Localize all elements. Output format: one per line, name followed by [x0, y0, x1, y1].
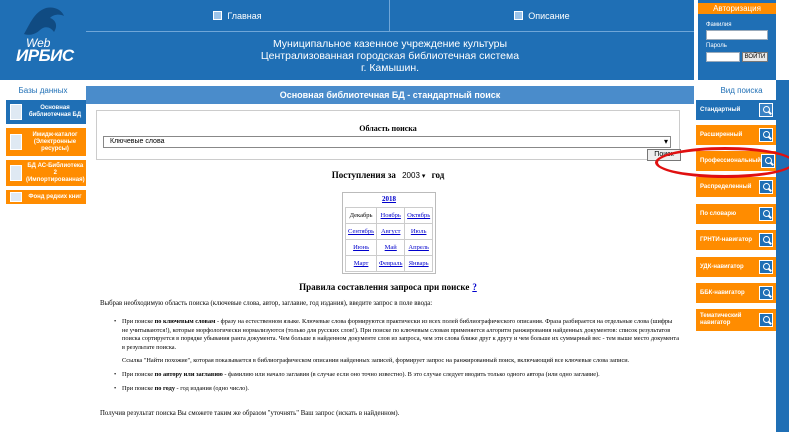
search-mode-grnti[interactable]	[696, 230, 776, 250]
rule-bold: по году	[154, 384, 175, 392]
org-line: Муниципальное казенное учреждение культуры	[272, 38, 508, 50]
arrivals-calendar	[342, 192, 436, 274]
search-mode-label: Распределенный	[700, 183, 752, 190]
month-link[interactable]: Март	[346, 256, 377, 272]
search-area-title: Область поиска	[359, 124, 417, 133]
sidebar-item-rare-books[interactable]	[6, 190, 86, 204]
rule-text: При поиске	[122, 384, 155, 392]
month-link[interactable]: Октябрь	[405, 208, 433, 224]
databases-title: Базы данных	[18, 86, 68, 95]
magnifier-icon	[759, 260, 773, 274]
highlight-circle	[655, 147, 789, 178]
magnifier-icon	[759, 313, 773, 327]
org-line: г. Камышин.	[360, 62, 420, 74]
password-label: Пароль	[706, 43, 727, 49]
magnifier-icon	[759, 286, 773, 300]
months-table	[345, 207, 433, 272]
month-link[interactable]: Июль	[405, 224, 433, 240]
search-mode-standard[interactable]	[696, 100, 776, 120]
rules-title: Правила составления запроса при поиске	[299, 282, 470, 292]
magnifier-icon	[759, 180, 773, 194]
login-button[interactable]: ВОЙТИ	[742, 52, 768, 62]
sidebar-item-image-catalog[interactable]	[6, 128, 86, 156]
sidebar-item-as-library[interactable]	[6, 160, 86, 186]
logo-irbis-text: ИРБИС	[16, 46, 74, 65]
main-content	[96, 110, 684, 432]
search-mode-bbk[interactable]	[696, 283, 776, 303]
rule-text: При поиске	[122, 318, 155, 325]
auth-title: Авторизация	[698, 3, 776, 14]
database-icon	[10, 134, 22, 150]
rules-intro: Выбрав необходимую область поиска (ключевые слова, автор, заглавие, год издания), введите запрос в поле ввода:	[100, 300, 433, 307]
search-mode-label: Тематический навигатор	[700, 313, 742, 326]
auth-panel	[698, 0, 776, 80]
rule-bold: по ключевым словам	[154, 318, 216, 325]
home-icon	[213, 11, 222, 20]
magnifier-icon	[759, 233, 773, 247]
calendar-year-link[interactable]: 2018	[382, 195, 396, 203]
result-note: Получив результат поиска Вы сможете таким же образом "уточнять" Ваш запрос (искать в найденном).	[100, 410, 400, 417]
page-title: Основная библиотечная БД - стандартный поиск	[86, 86, 694, 104]
search-mode-label: Расширенный	[700, 131, 743, 138]
search-mode-thematic[interactable]	[696, 309, 776, 331]
search-area-box	[96, 110, 680, 160]
databases-sidebar	[0, 80, 86, 432]
leopard-logo-icon	[20, 4, 68, 38]
magnifier-icon	[759, 103, 773, 117]
description-icon	[514, 11, 523, 20]
month-cell: Декабрь	[346, 208, 377, 224]
search-mode-label: УДК-навигатор	[700, 263, 744, 270]
search-mode-label: Стандартный	[700, 106, 741, 113]
month-link[interactable]: Февраль	[377, 256, 405, 272]
magnifier-icon	[759, 128, 773, 142]
month-link[interactable]: Август	[377, 224, 405, 240]
surname-label: Фамилия	[706, 22, 732, 28]
rule-item	[116, 318, 680, 352]
rule-text: - год издания (одно число).	[174, 384, 249, 392]
organization-name	[86, 38, 694, 74]
search-area-select[interactable]: Ключевые слова ▾	[103, 136, 671, 148]
nav-home-label: Главная	[227, 10, 262, 21]
rules-help-link[interactable]: ?	[472, 282, 477, 292]
database-icon	[10, 104, 22, 120]
rule-text: При поиске	[122, 370, 155, 378]
search-mode-distributed[interactable]	[696, 177, 776, 197]
nav-home-link[interactable]	[86, 0, 390, 32]
nav-description-label: Описание	[528, 10, 570, 21]
database-icon	[10, 165, 22, 181]
search-mode-label: Профессиональный	[700, 157, 761, 164]
month-link[interactable]: Январь	[405, 256, 433, 272]
search-button[interactable]: Поиск	[647, 149, 681, 161]
arrivals-suffix: год	[431, 170, 445, 180]
password-input[interactable]	[706, 52, 740, 62]
search-mode-label: ББК-навигатор	[700, 289, 745, 296]
sidebar-item-main-db[interactable]	[6, 100, 86, 124]
rules-heading	[96, 282, 680, 292]
magnifier-icon	[759, 207, 773, 221]
month-link[interactable]: Ноябрь	[377, 208, 405, 224]
month-link[interactable]: Апрель	[405, 240, 433, 256]
rule-text: - фразу на естественном языке. Ключевые слова формируются практически из всех полей библиографического описания. Фраза разбирается на отдельные слова (шифры не учитываются!), которые морфологически нормализуются (только для русских слов!). При поиске по ключевым словам применяется алгоритм ранжирования найденных документов: список результатов поиска сортируется в порядке убывания ранга документа. Чем больше в найденном документе слов из запроса, чем эти слова ближе друг к другу и чем больше их суммарный вес - тем выше место документа в результате поиска.	[122, 318, 680, 351]
rule-item	[116, 357, 680, 366]
month-link[interactable]: Май	[377, 240, 405, 256]
surname-input[interactable]	[706, 30, 768, 40]
header	[86, 0, 694, 80]
sidebar-item-label: Имидж-каталог (Электронные ресурсы)	[32, 131, 78, 152]
rule-item	[116, 371, 680, 380]
arrivals-prefix: Поступления за	[331, 170, 396, 180]
sidebar-item-label: БД АС-Библиотека 2 (Импортированная)	[26, 162, 85, 183]
search-mode-extended[interactable]	[696, 125, 776, 145]
database-icon	[10, 192, 22, 202]
org-line: Централизованная городская библиотечная система	[260, 50, 520, 62]
logo-web-text: Web	[26, 36, 51, 50]
nav-description-link[interactable]	[390, 0, 694, 32]
search-modes-sidebar	[694, 80, 789, 432]
sidebar-item-label: Фонд редких книг	[28, 193, 82, 200]
search-mode-udk[interactable]	[696, 257, 776, 277]
arrivals-year-select[interactable]: 2003 ▾	[398, 171, 429, 180]
rule-bold: по автору или заглавию	[154, 370, 223, 378]
search-mode-label: По словарю	[700, 210, 737, 217]
right-strip	[776, 80, 789, 432]
search-mode-dictionary[interactable]	[696, 204, 776, 224]
arrivals-row	[96, 170, 680, 180]
sidebar-item-label: Основная библиотечная БД	[28, 105, 82, 118]
rules-list	[116, 318, 680, 398]
month-link[interactable]: Июнь	[346, 240, 377, 256]
rule-item	[116, 385, 680, 394]
rule-text: Ссылка "Найти похожие", которая показывается в библиографическом описании найденных записей, формирует запрос на ранжированный поиск, включающий все ключевые слова записи.	[122, 357, 630, 365]
irbis-logo	[0, 0, 86, 80]
search-mode-label: ГРНТИ-навигатор	[700, 236, 753, 243]
search-modes-title: Вид поиска	[720, 86, 763, 95]
rule-text: - фамилию или начало заглавия (в случае если оно точно известно). В это случае следует вводить только одного автора (или одно заглавие).	[222, 370, 600, 378]
month-link[interactable]: Сентябрь	[346, 224, 377, 240]
